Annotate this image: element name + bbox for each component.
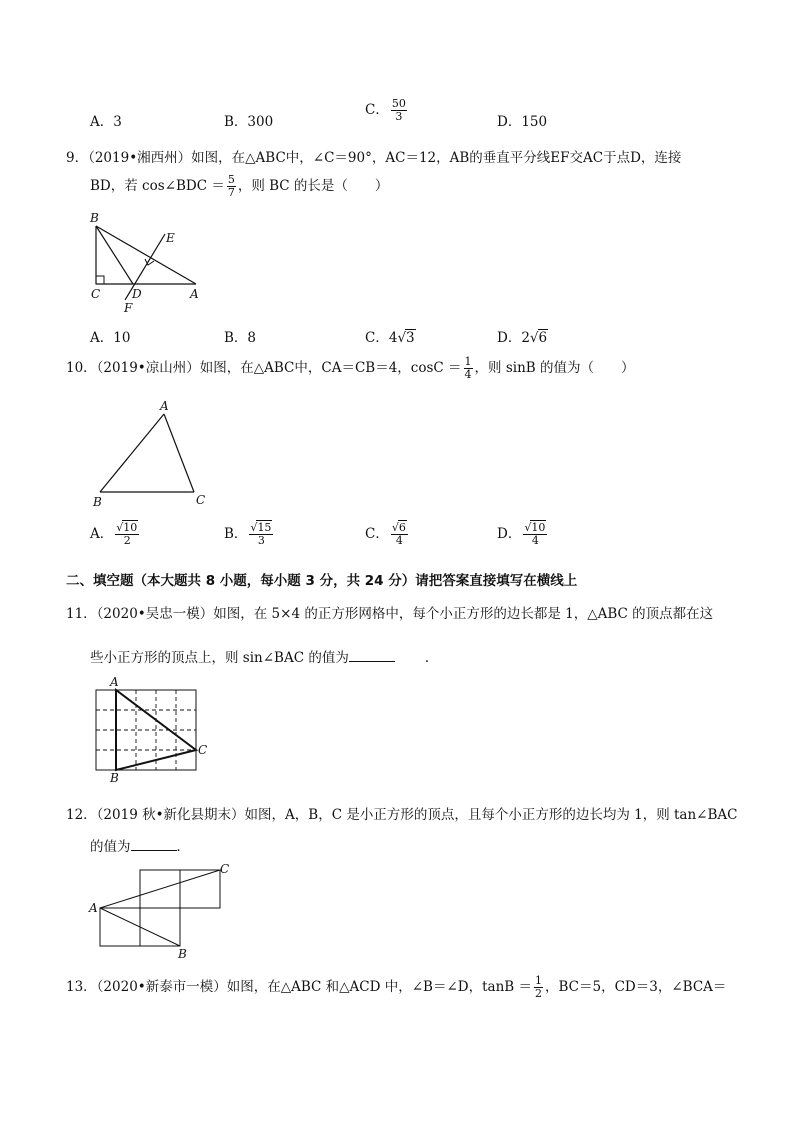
fraction: $\frac{1}{4}$ (464, 355, 472, 382)
q10-option-b[interactable]: B． $\frac{√15}{3}$ (224, 521, 272, 548)
q8-option-c[interactable]: C． $\frac{50}{3}$ (365, 97, 406, 124)
fraction: $\frac{50}{3}$ (391, 97, 406, 124)
q9-option-c[interactable]: C．4√3 (365, 330, 415, 346)
answer-blank[interactable] (131, 838, 177, 851)
q9-label-d: D (132, 287, 142, 301)
q9-label-c: C (91, 287, 101, 301)
q9-label-a: A (190, 287, 199, 301)
q9-figure (86, 210, 216, 316)
fraction: $\frac{1}{2}$ (535, 974, 542, 1001)
q10-option-d[interactable]: D． $\frac{√10}{4}$ (497, 521, 546, 548)
q10-label-a: A (160, 399, 169, 413)
fraction: $\frac{√10}{2}$ (116, 521, 138, 548)
q13-stem: 13．（2020•新泰市一模）如图，在△ABC 和△ACD 中，∠B＝∠D，tanB ＝ $\frac{1}{2}$ ，BC＝5，CD＝3，∠BCA＝ (66, 974, 727, 1001)
q9-option-d[interactable]: D．2√6 (497, 330, 548, 346)
q9-stem-line1: 9．（2019•湘西州）如图，在△ABC中，∠C＝90°，AC＝12，AB的垂直平分线EF交AC于点D，连接 (66, 150, 682, 166)
q12-figure (86, 860, 246, 960)
section-heading: 二、填空题（本大题共 8 小题，每小题 3 分，共 24 分）请把答案直接填写在横线上 (66, 573, 578, 589)
q10-figure (88, 400, 218, 510)
q10-label-c: C (196, 493, 206, 507)
q12-stem-line2: 的值为 ． (90, 839, 190, 855)
q10-label-b: B (93, 495, 102, 509)
q12-label-b: B (178, 947, 187, 961)
q12-label-a: A (89, 901, 98, 915)
answer-blank[interactable] (349, 649, 395, 662)
q12-stem-line1: 12．（2019 秋•新化县期末）如图，A，B，C 是小正方形的顶点，且每个小正方形的边长均为 1，则 tan∠BAC (66, 807, 738, 823)
q9-option-b[interactable]: B．8 (224, 330, 257, 346)
q11-label-a: A (110, 675, 119, 689)
q9-label-f: F (124, 301, 133, 315)
q10-stem: 10．（2019•凉山州）如图，在△ABC中，CA＝CB＝4，cosC ＝ $\frac{1}{4}$ ，则 sinB 的值为（ ） (66, 355, 635, 382)
q9-stem-line2: BD，若 cos∠BDC ＝ $\frac{5}{7}$ ，则 BC 的长是（ ） (90, 173, 389, 200)
fraction: $\frac{√15}{3}$ (250, 521, 272, 548)
q9-option-a[interactable]: A．10 (90, 330, 131, 346)
q9-label-e: E (166, 231, 175, 245)
q12-label-c: C (220, 862, 230, 876)
q10-option-c[interactable]: C． $\frac{√6}{4}$ (365, 521, 406, 548)
fraction: $\frac{√6}{4}$ (391, 521, 406, 548)
fraction: $\frac{√10}{4}$ (524, 521, 546, 548)
q8-option-b[interactable]: B．300 (224, 114, 274, 130)
q11-stem-line1: 11．（2020•吴忠一模）如图，在 5×4 的正方形网格中，每个小正方形的边长都是 1，△ABC 的顶点都在这 (66, 606, 714, 622)
q11-figure (86, 674, 236, 784)
q11-label-c: C (198, 743, 208, 757)
sqrt-symbol: √ (397, 330, 407, 346)
q8-option-a[interactable]: A．3 (90, 114, 122, 130)
q11-label-b: B (110, 771, 119, 785)
q11-stem-line2: 些小正方形的顶点上，则 sin∠BAC 的值为 ． (90, 650, 439, 666)
q9-label-b: B (90, 211, 99, 225)
q10-option-a[interactable]: A． $\frac{√10}{2}$ (90, 521, 138, 548)
fraction: $\frac{5}{7}$ (227, 173, 235, 200)
q8-option-d[interactable]: D．150 (497, 114, 548, 130)
sqrt-symbol: √ (529, 330, 539, 346)
